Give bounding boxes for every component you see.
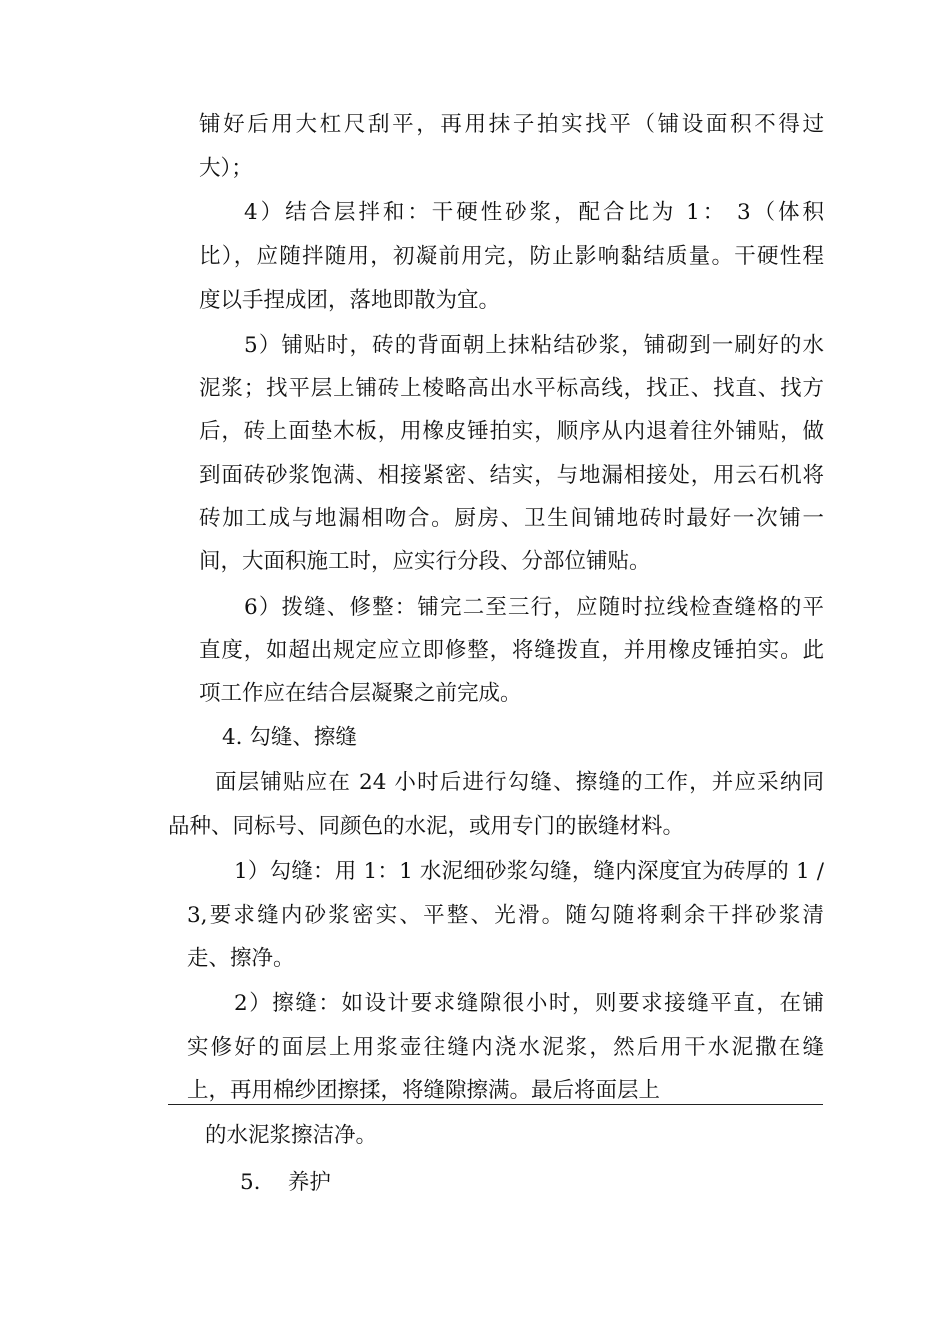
text-line: 2）擦缝：如设计要求缝隙很小时，则要求接缝平直，在铺 bbox=[234, 991, 824, 1016]
page-divider bbox=[168, 1104, 823, 1105]
text-line: 实修好的面层上用浆壶往缝内浇水泥浆，然后用干水泥撒在缝 bbox=[187, 1035, 824, 1060]
section-heading: 4. 勾缝、擦缝 bbox=[222, 725, 357, 750]
text-line: 上，再用棉纱团擦揉，将缝隙擦满。最后将面层上 bbox=[187, 1078, 661, 1103]
text-line: 铺好后用大杠尺刮平，再用抹子拍实找平（铺设面积不得过 bbox=[199, 112, 824, 137]
text-line: 6）拨缝、修整：铺完二至三行，应随时拉线检查缝格的平 bbox=[244, 595, 824, 620]
text-line: 到面砖砂浆饱满、相接紧密、结实，与地漏相接处，用云石机将 bbox=[199, 463, 824, 488]
text-line: 比），应随拌随用，初凝前用完，防止影响黏结质量。干硬性程 bbox=[199, 244, 824, 269]
text-line: 直度，如超出规定应立即修整，将缝拨直，并用橡皮锤拍实。此 bbox=[199, 638, 824, 663]
text-line: 砖加工成与地漏相吻合。厨房、卫生间铺地砖时最好一次铺一 bbox=[199, 506, 824, 531]
text-line: 项工作应在结合层凝聚之前完成。 bbox=[199, 681, 522, 706]
text-line: 度以手捏成团，落地即散为宜。 bbox=[199, 288, 501, 313]
text-line: 间，大面积施工时，应实行分段、分部位铺贴。 bbox=[199, 549, 651, 574]
text-line: 后，砖上面垫木板，用橡皮锤拍实，顺序从内退着往外铺贴，做 bbox=[199, 419, 824, 444]
text-line: 泥浆；找平层上铺砖上棱略高出水平标高线，找正、找直、找方 bbox=[199, 376, 824, 401]
text-line: 3,要求缝内砂浆密实、平整、光滑。随勾随将剩余干拌砂浆清 bbox=[187, 903, 824, 928]
text-line: 大）； bbox=[199, 156, 253, 181]
text-line: 的水泥浆擦洁净。 bbox=[205, 1123, 378, 1148]
text-line: 走、擦净。 bbox=[187, 946, 295, 971]
text-line: 1）勾缝：用 1：1 水泥细砂浆勾缝，缝内深度宜为砖厚的 1 / bbox=[234, 859, 824, 884]
text-line: 品种、同标号、同颜色的水泥，或用专门的嵌缝材料。 bbox=[168, 814, 685, 839]
text-line: 5）铺贴时，砖的背面朝上抹粘结砂浆，铺砌到一刷好的水 bbox=[244, 333, 824, 358]
text-line: 面层铺贴应在 24 小时后进行勾缝、擦缝的工作，并应采纳同 bbox=[215, 770, 824, 795]
section-heading: 5. 养护 bbox=[240, 1170, 331, 1195]
text-line: 4）结合层拌和：干硬性砂浆，配合比为 1： 3（体积 bbox=[244, 200, 824, 225]
